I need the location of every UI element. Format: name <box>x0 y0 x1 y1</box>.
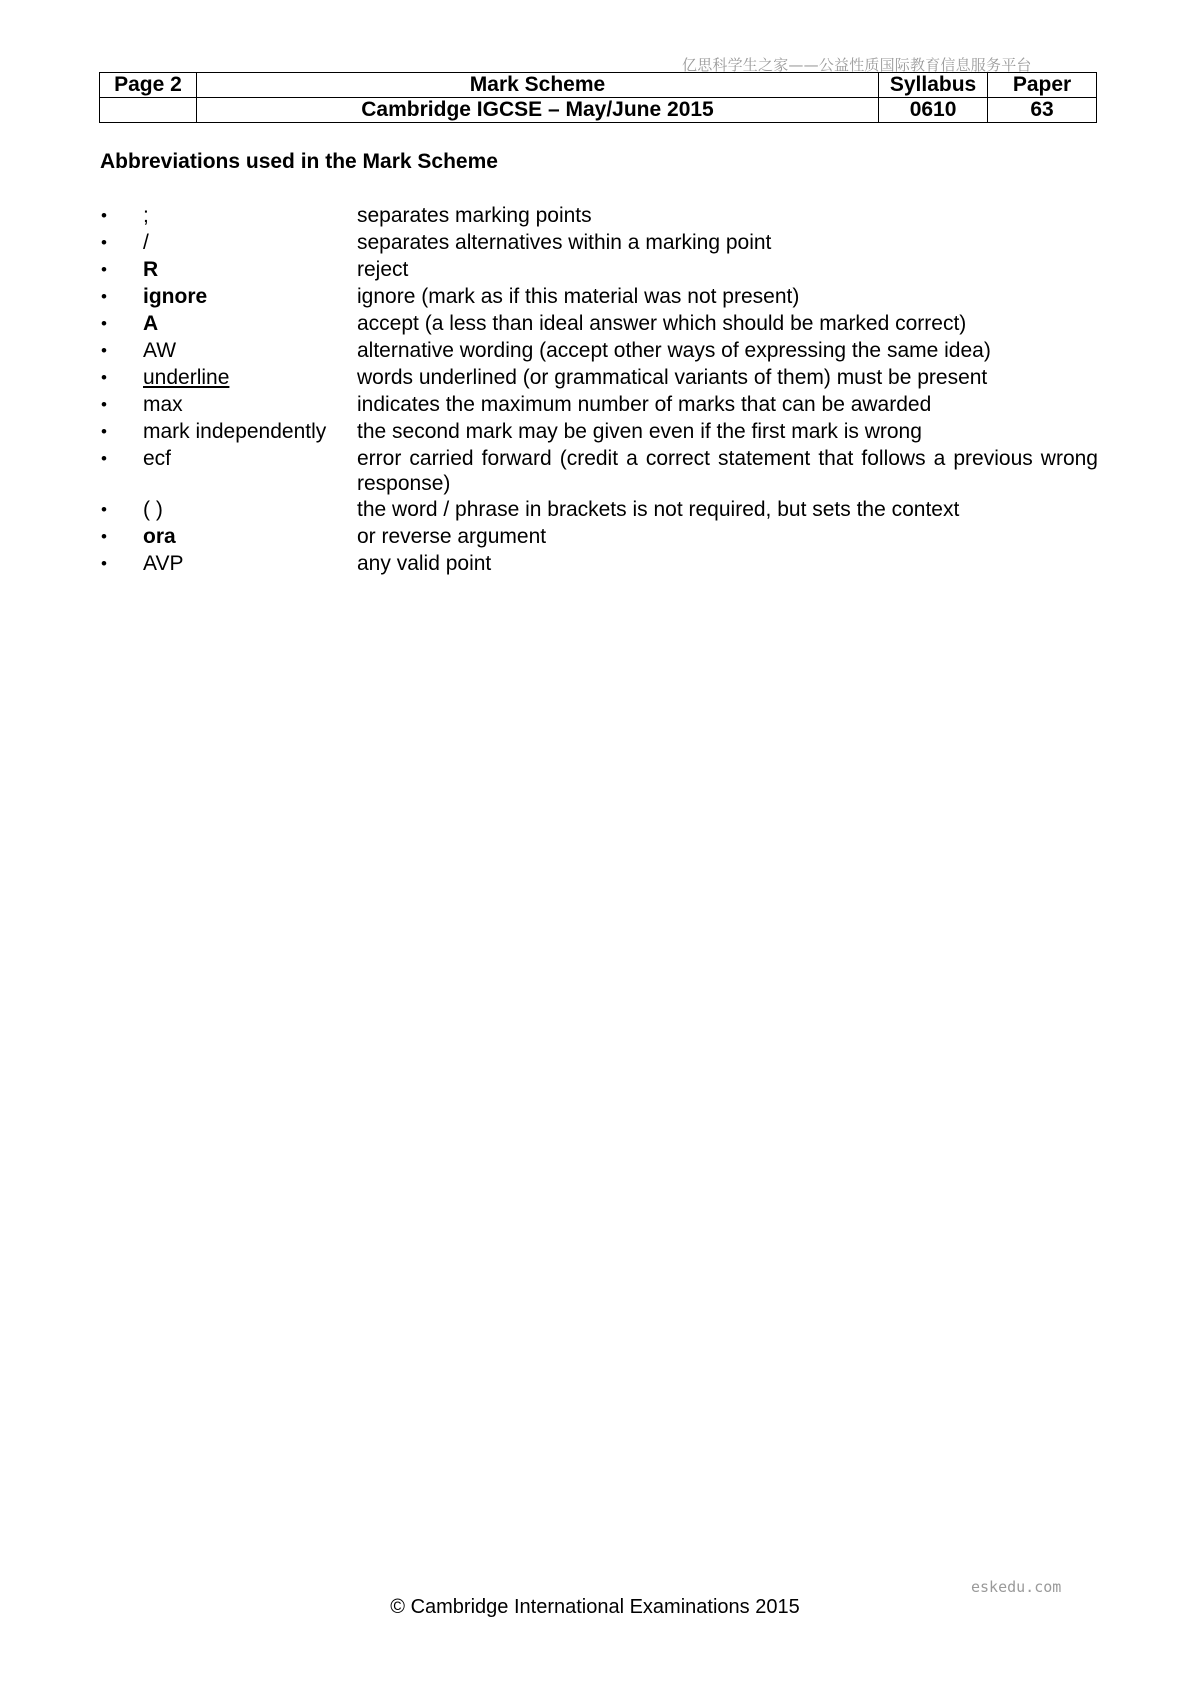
bullet-icon: • <box>101 554 107 573</box>
abbreviation-term: AVP <box>143 552 184 575</box>
bullet-icon: • <box>101 422 107 441</box>
list-item <box>100 550 1098 577</box>
watermark-bottom: eskedu.com <box>971 1578 1062 1596</box>
abbreviation-meaning: reject <box>357 258 409 281</box>
abbreviation-meaning: accept (a less than ideal answer which should be marked correct) <box>357 312 967 335</box>
abbreviation-term: ignore <box>143 285 208 308</box>
abbreviation-meaning: indicates the maximum number of marks that can be awarded <box>357 393 932 416</box>
bullet-icon: • <box>101 287 107 306</box>
paper-value: 63 <box>988 98 1097 123</box>
header-row-1 <box>100 73 1097 98</box>
bullet-icon: • <box>101 395 107 414</box>
list-item <box>100 283 1098 310</box>
bullet-icon: • <box>101 314 107 333</box>
bullet-icon: • <box>101 260 107 279</box>
abbreviation-term: ecf <box>143 447 172 470</box>
abbreviation-meaning: separates alternatives within a marking point <box>357 231 772 254</box>
abbreviation-term: / <box>143 231 149 254</box>
abbreviation-term: ora <box>143 525 176 548</box>
document-subtitle: Cambridge IGCSE – May/June 2015 <box>196 98 878 123</box>
list-item <box>100 496 1098 523</box>
copyright-footer: © Cambridge International Examinations 2015 <box>390 1596 800 1618</box>
header-table <box>99 72 1097 123</box>
list-item <box>100 445 1098 496</box>
abbreviation-term: underline <box>143 366 230 389</box>
bullet-icon: • <box>101 368 107 387</box>
bullet-icon: • <box>101 206 107 225</box>
list-item <box>100 256 1098 283</box>
bullet-icon: • <box>101 341 107 360</box>
abbreviation-meaning: the word / phrase in brackets is not required, but sets the context <box>357 498 960 521</box>
syllabus-label: Syllabus <box>879 73 988 98</box>
bullet-icon: • <box>101 500 107 519</box>
paper-label: Paper <box>988 73 1097 98</box>
abbreviations-heading: Abbreviations used in the Mark Scheme <box>100 150 498 173</box>
abbreviation-meaning: error carried forward (credit a correct statement that follows a previous wrong response) <box>357 447 1098 495</box>
abbreviation-term: AW <box>143 339 177 362</box>
abbreviation-term: ( ) <box>143 498 163 521</box>
abbreviation-term: ; <box>143 204 149 227</box>
watermark-top: 亿思科学生之家——公益性质国际教育信息服务平台 <box>682 56 1032 74</box>
list-item <box>100 364 1098 391</box>
abbreviation-meaning: separates marking points <box>357 204 592 227</box>
abbreviation-meaning: or reverse argument <box>357 525 547 548</box>
abbreviation-term: R <box>143 258 159 281</box>
abbreviation-term: mark independently <box>143 420 327 443</box>
bullet-icon: • <box>101 449 107 468</box>
abbreviation-meaning: the second mark may be given even if the first mark is wrong <box>357 420 922 443</box>
abbreviation-term: A <box>143 312 159 335</box>
abbreviation-meaning: ignore (mark as if this material was not present) <box>357 285 800 308</box>
list-item <box>100 202 1098 229</box>
list-item <box>100 391 1098 418</box>
abbreviation-term: max <box>143 393 183 416</box>
abbreviations-list <box>100 202 1098 577</box>
header-row-2 <box>100 98 1097 123</box>
bullet-icon: • <box>101 233 107 252</box>
list-item <box>100 418 1098 445</box>
abbreviation-meaning: words underlined (or grammatical variants of them) must be present <box>357 366 988 389</box>
bullet-icon: • <box>101 527 107 546</box>
list-item <box>100 523 1098 550</box>
abbreviation-meaning: any valid point <box>357 552 492 575</box>
list-item <box>100 310 1098 337</box>
list-item <box>100 337 1098 364</box>
list-item <box>100 229 1098 256</box>
abbreviation-meaning: alternative wording (accept other ways of expressing the same idea) <box>357 339 991 362</box>
empty-cell <box>100 98 197 123</box>
document-title: Mark Scheme <box>196 73 878 98</box>
page-number: Page 2 <box>100 73 197 98</box>
syllabus-value: 0610 <box>879 98 988 123</box>
